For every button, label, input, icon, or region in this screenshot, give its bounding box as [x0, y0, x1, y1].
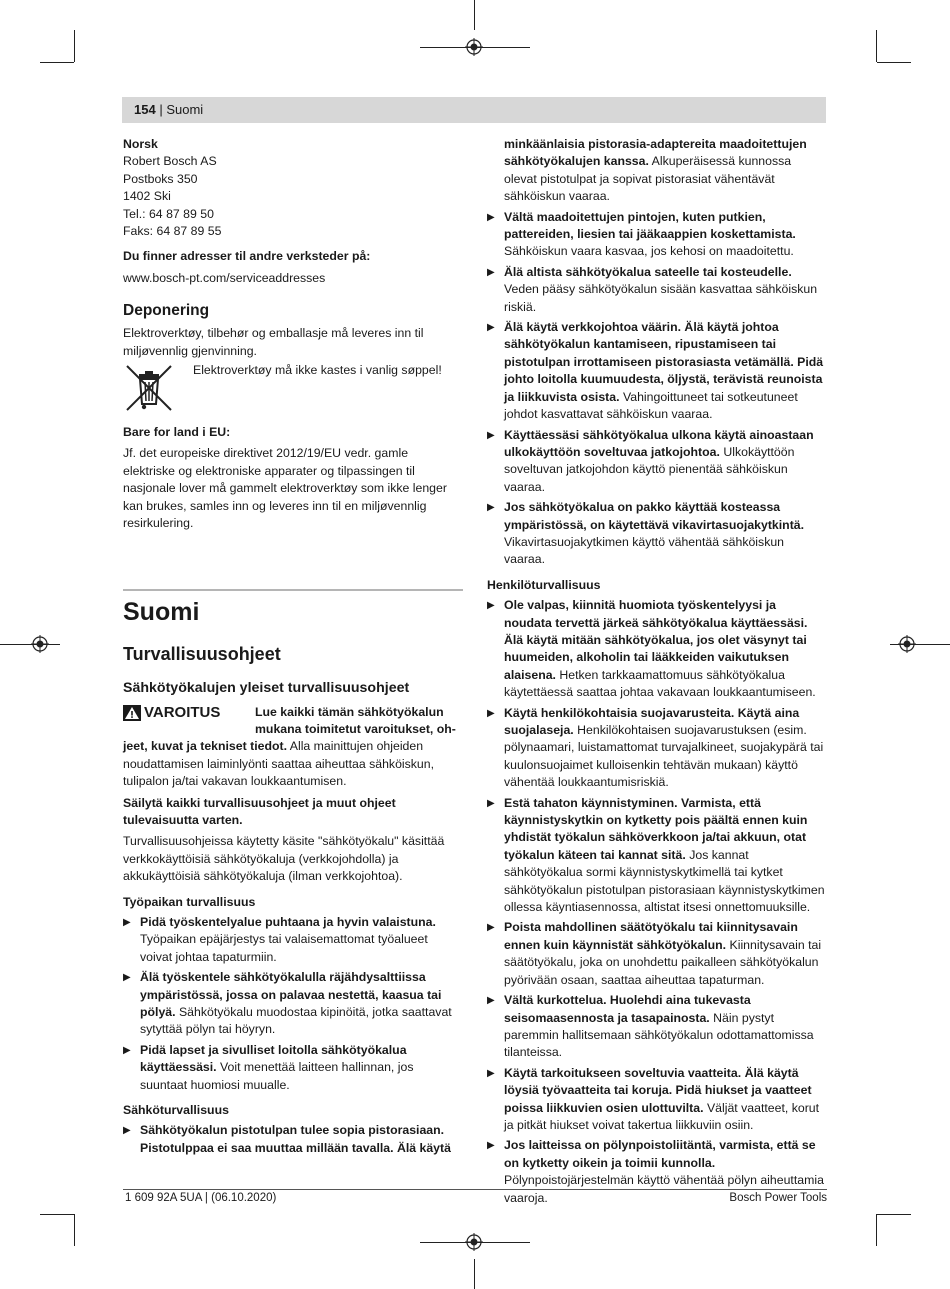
- item-bold: Jos sähkötyökalua on pakko käyttää kosteassa ympäristössä, on käytettävä vikavirtasuojakytkintä.: [504, 500, 805, 532]
- list-item: [487, 427, 827, 497]
- warning-label: [123, 704, 255, 722]
- contact-line: 1402 Ski: [123, 189, 171, 204]
- footer-rule: [123, 1189, 827, 1190]
- list-item: [487, 499, 827, 569]
- crop-mark: [74, 1214, 75, 1246]
- general-heading: Sähkötyökalujen yleiset turvallisuusohjeet: [123, 679, 410, 696]
- contact-country: Norsk: [123, 137, 158, 151]
- safety-title: Turvallisuusohjeet: [123, 643, 281, 664]
- item-bold: Käyttäessäsi sähkötyökalua ulkona käytä ainoastaan ulkokäyttöön soveltuvaa jatkojohtoa.: [504, 427, 814, 459]
- item-bold: Pidä lapset ja sivulliset loitolla sähkötyökalua käyttäessäsi.: [140, 1042, 407, 1075]
- bin-note: Elektroverktøy må ikke kastes i vanlig søppel!: [193, 363, 442, 378]
- item-text: Sähkötyökalu muodostaa kipinöitä, jotka saattavat sytyttää pölyn tai höyryn.: [140, 1005, 452, 1037]
- item-text: Väljät vaatteet, korut ja pitkät hiukset voivat takertua liikkuviin osiin.: [504, 1100, 820, 1132]
- item-text: Pölynpoistojärjestelmän käyttö vähentää pölyn aiheuttamia vaaroja.: [504, 1173, 824, 1205]
- warning-paragraph: [123, 738, 463, 790]
- crop-mark: [474, 1259, 475, 1289]
- workshops-url[interactable]: www.bosch-pt.com/serviceaddresses: [123, 270, 326, 285]
- electrical-heading: Sähköturvallisuus: [123, 1103, 229, 1118]
- warning-bold-2: jeet, kuvat ja tekniset tiedot.: [123, 739, 288, 754]
- item-text: Työpaikan epäjärjestys tai valaisemattomat työalueet voivat johtaa tapaturmiin.: [140, 932, 428, 964]
- bullet-arrow-icon: ▶: [487, 600, 495, 612]
- item-bold: Käytä henkilökohtaisia suojavarusteita. Käytä aina suojalaseja.: [504, 705, 800, 737]
- item-bold: minkäänlaisia pistorasia-adaptereita maadoitettujen sähkötyökalujen kanssa.: [504, 137, 807, 169]
- warning-bold-1: Lue kaikki tämän sähkötyökalun mukana toimitetut varoitukset, oh-: [255, 704, 456, 736]
- bullet-arrow-icon: ▶: [487, 211, 495, 223]
- workshops-heading: Du finner adresser til andre verksteder på:: [123, 249, 371, 264]
- crop-mark: [876, 1214, 877, 1246]
- item-bold: Vältä maadoitettujen pintojen, kuten putkien, pattereiden, liesien tai jääkaappien koskettamista.: [504, 209, 796, 242]
- list-item: [487, 264, 827, 316]
- item-text: Vikavirtasuojakytkimen käyttö vähentää sähköiskun vaaraa.: [504, 534, 785, 567]
- header-separator: |: [155, 102, 167, 117]
- personal-heading: Henkilöturvallisuus: [487, 577, 601, 592]
- crop-mark: [877, 62, 911, 63]
- item-text: Kiinnitysavain tai säätötyökalu, joka on unohdettu paikalleen sähkötyökalun pyörivään osaan, saattaa aiheuttaa tapaturman.: [504, 937, 822, 987]
- item-bold: Jos laitteissa on pölynpoistoliitäntä, varmista, että se on kytketty oikein ja toimii kunnolla.: [504, 1138, 816, 1170]
- item-bold: Käytä tarkoitukseen soveltuvia vaatteita. Älä käytä löysiä työvaatteita tai koruja. Pidä hiukset ja vaatteet poissa liikkuvien osien ulottuvilta.: [504, 1065, 812, 1115]
- bullet-arrow-icon: ▶: [487, 922, 495, 934]
- bullet-arrow-icon: ▶: [487, 797, 495, 809]
- crop-mark: [74, 30, 75, 62]
- bullet-arrow-icon: ▶: [487, 322, 495, 334]
- item-bold: Estä tahaton käynnistyminen. Varmista, että käynnistyskytkin on kytketty pois päältä ennen kuin yhdistät työkalun sähköverkkoon ja/tai akkuun, otat työkalun käteen tai kannat sitä.: [504, 795, 808, 862]
- term-text: Turvallisuusohjeissa käytetty käsite "sähkötyökalu" käsittää verkkokäyttöisiä sähkötyökaluja (verkkojohdolla) ja akkukäyttöisiä sähkötyökaluja (ilman verkkojohtoa).: [123, 834, 445, 884]
- page-header-text: [134, 102, 203, 117]
- disposal-text: Elektroverktøy, tilbehør og emballasje må leveres inn til miljøvennlig gjenvinning.: [123, 326, 424, 358]
- registration-mark-icon: [465, 38, 483, 56]
- warning-block: [123, 704, 463, 739]
- item-bold: Älä altista sähkötyökalua sateelle tai kosteudelle.: [504, 264, 792, 279]
- item-text: Alkuperäisessä kunnossa olevat pistotulpat ja sopivat pistorasiat vähentävät sähköiskun vaaraa.: [504, 154, 792, 204]
- item-text: Jos kannat sähkötyökalua sormi käynnistyskytkimellä tai kytket sähkötyökalun pistotulpan pistorasiaan käynnistyskytkimen ollessa käyntiasennossa, altistat itsesi onnettomuuksille.: [504, 847, 825, 915]
- eu-text: Jf. det europeiske direktivet 2012/19/EU vedr. gamle elektriske og elektroniske apparater og tilpassingen til nasjonale lover må gammelt elektroverktøy som ikke lenger kan brukes, samles inn og leveres inn til en miljøvennlig resirkulering.: [123, 446, 447, 531]
- item-bold: Pidä työskentelyalue puhtaana ja hyvin valaistuna.: [140, 914, 436, 929]
- list-item-continued: [487, 136, 827, 206]
- contact-line: Tel.: 64 87 89 50: [123, 206, 214, 221]
- list-item: [487, 597, 827, 701]
- warning-triangle-icon: [123, 705, 141, 721]
- crop-mark: [876, 30, 877, 62]
- item-text: Vahingoittuneet tai sotkeutuneet johdot kasvattavat sähköiskun vaaraa.: [504, 389, 798, 422]
- bullet-arrow-icon: ▶: [487, 502, 495, 514]
- warning-rest: Alla mainittujen ohjeiden noudattamisen laiminlyönti saattaa aiheuttaa sähköiskun, tulipalon ja/tai vakavan loukkaantumisen.: [123, 739, 435, 789]
- crop-mark: [40, 62, 74, 63]
- left-column: [123, 136, 463, 1157]
- personal-list: [487, 597, 827, 1207]
- footer-brand: Bosch Power Tools: [729, 1192, 827, 1204]
- disposal-heading: Deponering: [123, 302, 210, 320]
- electrical-list-start: [123, 1122, 463, 1157]
- bullet-arrow-icon: ▶: [487, 707, 495, 719]
- header-language: Suomi: [166, 102, 204, 117]
- item-bold: Älä työskentele sähkötyökalulla räjähdysalttiissa ympäristössä, jossa on palavaa nestettä, kaasua tai pölyä.: [140, 970, 442, 1019]
- registration-mark-icon: [31, 635, 49, 653]
- page-header: [122, 97, 826, 123]
- section-rule: [123, 589, 463, 591]
- contact-line: Postboks 350: [123, 171, 198, 186]
- item-bold: Sähkötyökalun pistotulpan tulee sopia pistorasiaan. Pistotulppaa ei saa muuttaa millään tavalla. Älä käytä: [140, 1123, 451, 1155]
- registration-mark-icon: [898, 635, 916, 653]
- registration-mark-icon: [465, 1233, 483, 1251]
- item-bold: Poista mahdollinen säätötyökalu tai kiinnitysavain ennen kuin käynnistät sähkötyökalun.: [504, 920, 798, 952]
- footer-doc-code: 1 609 92A 5UA | (06.10.2020): [125, 1192, 277, 1204]
- list-item: [487, 1065, 827, 1135]
- bullet-arrow-icon: ▶: [123, 1125, 131, 1137]
- bullet-arrow-icon: ▶: [487, 1067, 495, 1079]
- item-text: Veden pääsy sähkötyökalun sisään kasvattaa sähköiskun riskiä.: [504, 282, 818, 314]
- contact-line: Robert Bosch AS: [123, 154, 217, 169]
- contact-line: Faks: 64 87 89 55: [123, 224, 222, 239]
- list-item: [487, 795, 827, 917]
- list-item: [487, 705, 827, 792]
- eu-heading: Bare for land i EU:: [123, 425, 231, 440]
- bullet-arrow-icon: ▶: [487, 266, 495, 278]
- item-bold: Vältä kurkottelua. Huolehdi aina tukevasta seisomaasennosta ja tasapainosta.: [504, 993, 751, 1025]
- bullet-arrow-icon: ▶: [487, 429, 495, 441]
- list-item: [487, 319, 827, 423]
- disposal-row: [123, 362, 463, 414]
- crossed-bin-icon: [123, 362, 175, 414]
- item-bold: Älä käytä verkkojohtoa väärin. Älä käytä johtoa sähkötyökalun kantamiseen, ripustamiseen tai pistotulpan irrottamiseen pistorasiasta vetämällä. Pidä johto loitolla kuumuudesta, öljystä, terävistä reunoista ja liikkuvista osista.: [504, 320, 824, 404]
- crop-mark: [474, 0, 475, 30]
- section-title: Suomi: [123, 597, 200, 626]
- warning-label-text: VAROITUS: [144, 703, 221, 721]
- list-item: [487, 919, 827, 989]
- bullet-arrow-icon: ▶: [123, 1044, 131, 1056]
- list-item: [123, 914, 463, 966]
- list-item: [123, 1122, 463, 1157]
- crop-mark: [877, 1214, 911, 1215]
- workplace-list: [123, 914, 463, 1094]
- electrical-list-continued: [487, 136, 827, 569]
- list-item: [123, 969, 463, 1039]
- bullet-arrow-icon: ▶: [123, 972, 131, 984]
- item-text: Hetken tarkkaamattomuus sähkötyökalua käytettäessä saattaa johtaa vakavaan loukkaantumiseen.: [504, 667, 816, 700]
- list-item: [123, 1042, 463, 1094]
- page-number: 154: [134, 102, 156, 117]
- list-item: [487, 992, 827, 1062]
- item-text: Henkilökohtaisen suojavarustuksen (esim. pölynaamari, luistamattomat turvajalkineet, suojakypärä tai kuulonsuojaimet kulloisenkin tehtävän mukaan) käyttö vähentää loukkaantumisriskiä.: [504, 723, 824, 790]
- item-text: Ulkokäyttöön soveltuvan jatkojohdon käyttö pienentää sähköiskun vaaraa.: [504, 444, 795, 494]
- item-text: Voit menettää laitteen hallinnan, jos suuntaat huomiosi muualle.: [140, 1060, 414, 1092]
- workplace-heading: Työpaikan turvallisuus: [123, 894, 256, 909]
- list-item: [487, 209, 827, 261]
- crop-mark: [0, 644, 60, 645]
- bullet-arrow-icon: ▶: [123, 916, 131, 928]
- item-text: Näin pystyt paremmin hallitsemaan sähkötyökalun odottamattomissa tilanteissa.: [504, 1010, 814, 1060]
- item-bold: Ole valpas, kiinnitä huomiota työskentelyysi ja noudata tervettä järkeä sähkötyökalua käyttäessäsi. Älä käytä mitään sähkötyökalua, jos olet väsynyt tai huumeiden, alkoholin tai lääkkeiden vaikutuksen alaisena.: [504, 598, 808, 682]
- item-text: Sähköiskun vaara kasvaa, jos kehosi on maadoitettu.: [504, 244, 794, 259]
- bullet-arrow-icon: ▶: [487, 995, 495, 1007]
- keep-instructions: Säilytä kaikki turvallisuusohjeet ja muut ohjeet tulevaisuutta varten.: [123, 795, 396, 827]
- right-column: [487, 136, 827, 1207]
- bullet-arrow-icon: ▶: [487, 1140, 495, 1152]
- crop-mark: [40, 1214, 74, 1215]
